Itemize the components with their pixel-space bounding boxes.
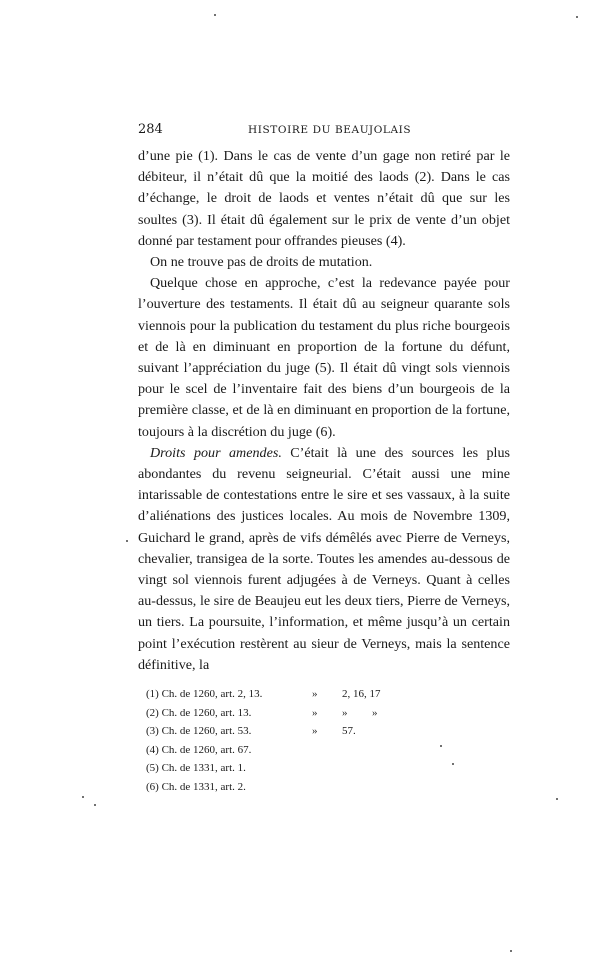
footnote [146, 778, 466, 797]
footnote [146, 704, 466, 723]
footnote [146, 759, 466, 778]
footnote-reference: (3) Ch. de 1260, art. 53. [146, 725, 252, 738]
footnote-reference: (6) Ch. de 1331, art. 2. [146, 780, 246, 793]
footnote-ditto: » [312, 706, 318, 719]
footnote-articles: 57. [342, 725, 356, 738]
paragraph-3: Quelque chose en approche, c’est la redevance payée pour l’ouverture des testaments. Il était dû au seigneur quarante sols viennois pour la publication du testament du plus riche bourgeois et de là en diminuant en proportion de la fortune du défunt, suivant l’appréciation du juge (5). Il était dû vingt sols viennois pour le scel de l’inventaire fait des biens d’un bourgeois de la première classe, et de là en diminuant en proportion de la fortune, toujours à la discrétion du juge (6). [138, 275, 510, 440]
scan-speck [94, 804, 96, 806]
scan-speck [126, 540, 128, 542]
scan-speck [556, 798, 558, 800]
footnote-reference: (2) Ch. de 1260, art. 13. [146, 706, 252, 719]
body-text [138, 146, 510, 676]
scan-speck [510, 950, 512, 952]
paragraph-4 [138, 443, 510, 676]
scan-speck [440, 745, 442, 747]
footnote-reference: (4) Ch. de 1260, art. 67. [146, 743, 252, 756]
paragraph-4-text: C’était là une des sources les plus abondantes du revenu seigneurial. C’était aussi une mine intarissable de contestations entre le sire et ses vassaux, à la suite d’aliénations des justices locales. Au mois de Novembre 1309, Guichard le grand, après de vifs démêlés avec Pierre de Verneys, chevalier, transigea de la sorte. Toutes les amendes au-dessous de vingt sol viennois furent adjugées à de Verneys. Quant à celles au-dessus, le sire de Beaujeu eut les deux tiers, Pierre de Verneys, un tiers. La poursuite, l’information, et même jusqu’à un certain point l’exécution restèrent au sieur de Verneys, mais la sentence définitive, la [138, 444, 510, 673]
footnote [146, 722, 466, 741]
footnote-ditto: » [372, 706, 378, 719]
running-head: HISTOIRE DU BEAUJOLAIS [248, 124, 412, 136]
footnote-reference: (1) Ch. de 1260, art. 2, 13. [146, 688, 263, 700]
footnote-reference: (5) Ch. de 1331, art. 1. [146, 762, 246, 775]
footnote [146, 741, 466, 760]
page-header [138, 122, 510, 138]
paragraph-2: On ne trouve pas de droits de mutation. [150, 254, 373, 271]
footnote [146, 685, 466, 704]
scan-speck [214, 14, 216, 16]
scan-speck [82, 796, 84, 798]
footnotes [146, 685, 466, 797]
scan-speck [452, 763, 454, 765]
footnote-articles: 2, 16, 17 [342, 688, 381, 700]
scan-speck [576, 16, 578, 18]
footnote-ditto: » [342, 706, 348, 719]
paragraph-1: d’une pie (1). Dans le cas de vente d’un gage non retiré par le débiteur, il n’était dû que la moitié des laods (2). Dans le cas d’échange, le droit de laods et ventes n’était dû que sur les soultes (3). Il était dû également sur le prix de vente d’un objet donné par testament pour offrandes pieuses (4). [138, 148, 510, 249]
footnote-ditto: » [312, 688, 318, 700]
page-number: 284 [138, 122, 163, 137]
section-heading-italic: Droits pour amendes. [150, 444, 282, 461]
footnote-ditto: » [312, 725, 318, 738]
